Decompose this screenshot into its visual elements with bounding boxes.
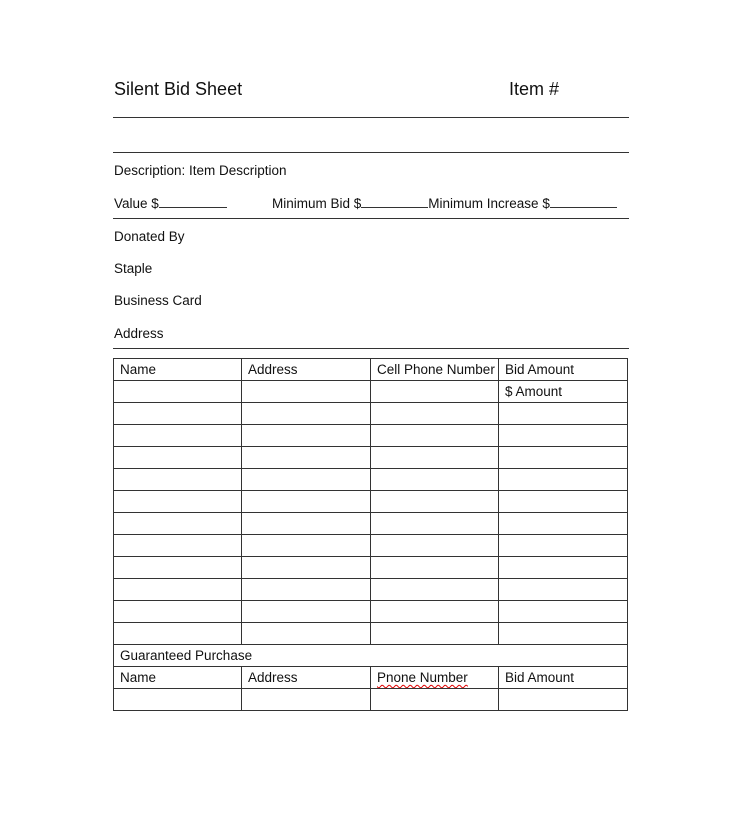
address-cell[interactable] xyxy=(242,491,371,513)
table-row xyxy=(114,381,628,403)
rule-line xyxy=(113,117,629,118)
address-cell[interactable] xyxy=(242,601,371,623)
amount-cell[interactable] xyxy=(499,425,628,447)
amount-cell[interactable] xyxy=(499,689,628,711)
guaranteed-header-bid-amount: Bid Amount xyxy=(499,667,628,689)
table-row xyxy=(114,601,628,623)
amount-cell[interactable] xyxy=(499,623,628,645)
name-cell[interactable] xyxy=(114,623,242,645)
table-row xyxy=(114,535,628,557)
phone-cell[interactable] xyxy=(371,513,499,535)
name-cell[interactable] xyxy=(114,601,242,623)
address-cell[interactable] xyxy=(242,579,371,601)
guaranteed-purchase-row xyxy=(114,645,628,667)
amount-cell[interactable] xyxy=(499,579,628,601)
table-row xyxy=(114,447,628,469)
value-label: Value $ xyxy=(114,196,159,211)
table-header-row xyxy=(114,359,628,381)
guaranteed-header-name: Name xyxy=(114,667,242,689)
minimum-bid-field xyxy=(272,196,617,211)
bid-table xyxy=(113,358,628,711)
minimum-bid-blank xyxy=(361,196,428,208)
amount-cell[interactable]: $ Amount xyxy=(499,381,628,403)
amount-cell[interactable] xyxy=(499,469,628,491)
phone-cell[interactable] xyxy=(371,447,499,469)
name-cell[interactable] xyxy=(114,425,242,447)
address-cell[interactable] xyxy=(242,381,371,403)
minimum-bid-label: Minimum Bid $ xyxy=(272,196,362,211)
guaranteed-header-address: Address xyxy=(242,667,371,689)
address-label: Address xyxy=(114,326,164,341)
phone-cell[interactable] xyxy=(371,469,499,491)
phone-cell[interactable] xyxy=(371,491,499,513)
amount-cell[interactable] xyxy=(499,601,628,623)
address-cell[interactable] xyxy=(242,513,371,535)
phone-cell[interactable] xyxy=(371,689,499,711)
rule-line xyxy=(113,348,629,349)
name-cell[interactable] xyxy=(114,689,242,711)
name-cell[interactable] xyxy=(114,403,242,425)
column-header-address: Address xyxy=(242,359,371,381)
address-cell[interactable] xyxy=(242,447,371,469)
phone-cell[interactable] xyxy=(371,403,499,425)
name-cell[interactable] xyxy=(114,381,242,403)
table-row xyxy=(114,623,628,645)
amount-cell[interactable] xyxy=(499,447,628,469)
column-header-phone: Cell Phone Number xyxy=(371,359,499,381)
table-row xyxy=(114,557,628,579)
guaranteed-purchase-title: Guaranteed Purchase xyxy=(114,645,628,667)
phone-cell[interactable] xyxy=(371,425,499,447)
amount-cell[interactable] xyxy=(499,557,628,579)
phone-cell[interactable] xyxy=(371,557,499,579)
item-number-label: Item # xyxy=(509,79,560,99)
table-row xyxy=(114,469,628,491)
name-cell[interactable] xyxy=(114,557,242,579)
name-cell[interactable] xyxy=(114,447,242,469)
address-cell[interactable] xyxy=(242,425,371,447)
table-row xyxy=(114,513,628,535)
guaranteed-table-row xyxy=(114,689,628,711)
guaranteed-header-phone xyxy=(371,667,499,689)
staple-label: Staple xyxy=(114,261,153,276)
minimum-increase-label: Minimum Increase $ xyxy=(428,196,550,211)
address-cell[interactable] xyxy=(242,535,371,557)
donated-by-label: Donated By xyxy=(114,229,185,244)
phone-cell[interactable] xyxy=(371,535,499,557)
value-field xyxy=(114,196,227,211)
minimum-increase-blank xyxy=(550,196,617,208)
guaranteed-header-row xyxy=(114,667,628,689)
phone-header-text: Pnone Number xyxy=(377,670,468,685)
phone-cell[interactable] xyxy=(371,623,499,645)
name-cell[interactable] xyxy=(114,535,242,557)
amount-cell[interactable] xyxy=(499,535,628,557)
address-cell[interactable] xyxy=(242,623,371,645)
sheet-title: Silent Bid Sheet xyxy=(114,79,243,99)
rule-line xyxy=(113,152,629,153)
address-cell[interactable] xyxy=(242,469,371,491)
table-row xyxy=(114,579,628,601)
phone-cell[interactable] xyxy=(371,601,499,623)
name-cell[interactable] xyxy=(114,513,242,535)
address-cell[interactable] xyxy=(242,403,371,425)
table-row xyxy=(114,403,628,425)
name-cell[interactable] xyxy=(114,469,242,491)
rule-line xyxy=(113,218,629,219)
table-row xyxy=(114,425,628,447)
address-cell[interactable] xyxy=(242,689,371,711)
business-card-label: Business Card xyxy=(114,293,202,308)
column-header-bid-amount: Bid Amount xyxy=(499,359,628,381)
name-cell[interactable] xyxy=(114,579,242,601)
value-blank xyxy=(159,196,227,208)
phone-cell[interactable] xyxy=(371,579,499,601)
column-header-name: Name xyxy=(114,359,242,381)
name-cell[interactable] xyxy=(114,491,242,513)
amount-cell[interactable] xyxy=(499,403,628,425)
phone-cell[interactable] xyxy=(371,381,499,403)
amount-cell[interactable] xyxy=(499,513,628,535)
address-cell[interactable] xyxy=(242,557,371,579)
description-label: Description: Item Description xyxy=(114,163,287,178)
table-row xyxy=(114,491,628,513)
amount-cell[interactable] xyxy=(499,491,628,513)
